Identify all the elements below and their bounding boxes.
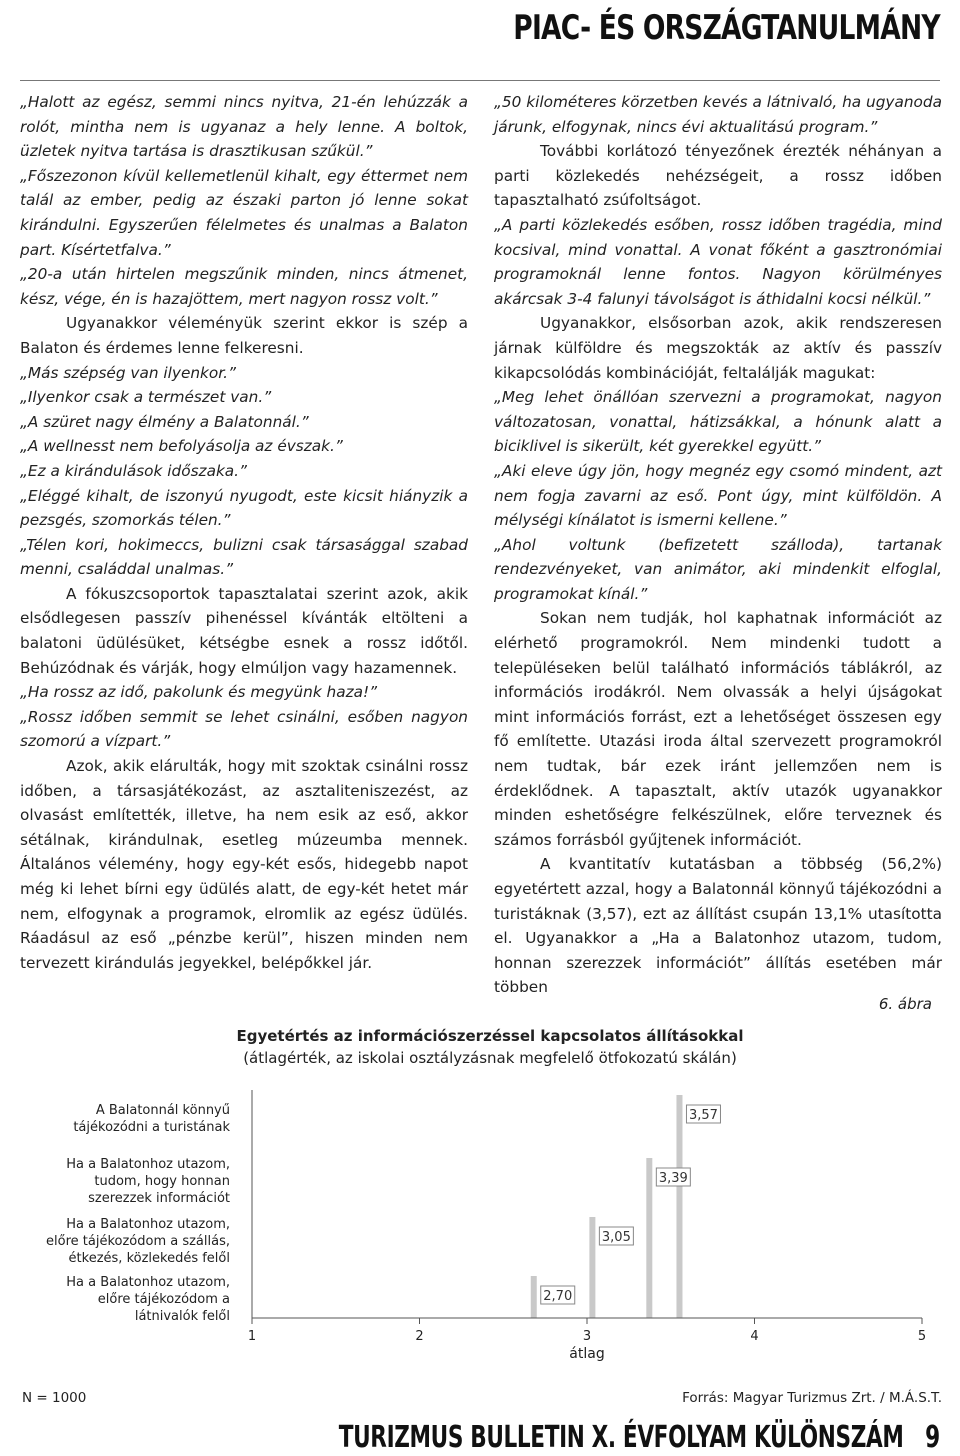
x-tick-label: 5 — [917, 1329, 927, 1344]
body-paragraph: Sokan nem tudják, hol kaphatnak információt az elérhető programokról. Nem mindenki tudott a településeken belül található információs táblákról, az információs irodákról. Nem olvassák a helyi újságokat mint információs forrást, ezt a lehetőséget összesen egy fő említette. Utazási iroda által szervezett programokról nem tudtak, bár ezek iránt jellemzően nem is érdeklődnek. A tapasztalt, aktív utazók ugyanakkor minden eshetőségre felkészülnek, előre terveznek és számos forrásból gyűjtenek információt. — [494, 609, 942, 849]
category-label: A Balatonnál könnyű — [95, 1103, 230, 1118]
figure-number: 6. ábra — [878, 995, 932, 1013]
quote-paragraph: „Meg lehet önállóan szervezni a programokat, nagyon változatosan, vonattal, hátizsákkal, a hónunk alatt a biciklivel is sikerült, két gyerekkel együtt.” — [494, 388, 942, 456]
quote-paragraph: „Rossz időben semmit se lehet csinálni, esőben nagyon szomorú a vízpart.” — [20, 707, 468, 751]
right-column — [494, 90, 942, 1000]
category-label: Ha a Balatonhoz utazom, — [66, 1217, 230, 1232]
value-label: 3,39 — [658, 1171, 688, 1186]
quote-paragraph: „Télen kori, hokimeccs, bulizni csak társasággal szabad menni, családdal unalmas.” — [20, 535, 468, 579]
quote-paragraph: „Halott az egész, semmi nincs nyitva, 21-én lehúzzák a rolót, mintha nem is ugyanaz a hely lenne. A boltok, üzletek nyitva tartása is drasztikusan szűkül.” — [20, 93, 468, 161]
body-paragraph: A kvantitatív kutatásban a többség (56,2%) egyetértett azzal, hogy a Balatonnál könnyű tájékozódni a turistáknak (3,57), ezt az állítást csupán 13,1% utasította el. Ugyanakkor a „Ha a Balatonhoz utazom, tudom, honnan szerezzek információt” állítás esetében már többen — [494, 855, 942, 997]
x-tick-label: 4 — [750, 1329, 759, 1344]
journal-name: TURIZMUS BULLETIN X. ÉVFOLYAM KÜLÖNSZÁM — [338, 1420, 904, 1455]
page-footer — [339, 1420, 940, 1455]
quote-paragraph: „50 kilométeres körzetben kevés a látnivaló, ha ugyanoda járunk, elfogynak, nincs évi aktualitású program.” — [494, 93, 942, 136]
x-tick-label: 3 — [582, 1329, 592, 1344]
category-label: látnivalók felől — [134, 1309, 230, 1324]
category-label: Ha a Balatonhoz utazom, — [66, 1275, 230, 1290]
quote-paragraph: „Ez a kirándulások időszaka.” — [20, 461, 247, 480]
figure-source: Forrás: Magyar Turizmus Zrt. / M.Á.S.T. — [682, 1390, 942, 1406]
category-label: tudom, hogy honnan — [94, 1174, 230, 1189]
quote-paragraph: „Eléggé kihalt, de iszonyú nyugodt, este kicsit hiányzik a pezsgés, szomorkás télen.” — [20, 486, 468, 530]
value-label: 2,70 — [543, 1289, 573, 1304]
quote-paragraph: „A wellnesst nem befolyásolja az évszak.” — [20, 437, 343, 456]
bar — [646, 1158, 652, 1318]
bar-chart — [0, 1090, 960, 1380]
value-label: 3,57 — [688, 1108, 718, 1123]
bar — [676, 1095, 682, 1318]
category-label: Ha a Balatonhoz utazom, — [66, 1157, 230, 1172]
quote-paragraph: „A szüret nagy élmény a Balatonnál.” — [20, 412, 309, 431]
figure-title: Egyetértés az információszerzéssel kapcsolatos állításokkal — [236, 1027, 744, 1045]
category-label: tájékozódni a turistának — [73, 1120, 230, 1135]
quote-paragraph: „20-a után hirtelen megszűnik minden, nincs átmenet, kész, vége, én is hazajöttem, mert nagyon rossz volt.” — [20, 265, 468, 308]
body-paragraph: Ugyanakkor véleményük szerint ekkor is szép a Balaton és érdemes lenne felkeresni. — [20, 314, 468, 357]
category-label: szerezzek információt — [88, 1191, 230, 1206]
body-paragraph: További korlátozó tényezőnek érezték néhányan a parti közlekedés nehézségeit, a rossz időben tapasztalható zsúfoltságot. — [494, 142, 942, 210]
quote-paragraph: „Ahol voltunk (befizetett szálloda), tartanak rendezvényeket, van animátor, aki mindenkit elfoglal, programokat kínál.” — [494, 535, 942, 603]
x-tick-label: 1 — [247, 1329, 257, 1344]
figure-caption — [160, 1025, 820, 1069]
left-column — [20, 90, 468, 975]
body-paragraph: A fókuszcsoportok tapasztalatai szerint azok, akik elsődlegesen passzív pihenéssel kívánták eltölteni a balatoni üdülésüket, kétségbe esnek a rossz időtől. Behúzódnak és várják, hogy elmúljon vagy hazamennek. — [20, 584, 468, 677]
bar — [589, 1217, 595, 1318]
header-rule — [20, 80, 940, 81]
quote-paragraph: „A parti közlekedés esőben, rossz időben tragédia, mind kocsival, mind vonattal. A vonat főként a gasztronómiai programoknál lenne fontos. Nagyon körülményes akárcsak 3-4 falunyi távolságot is áthidalni kocsi nélkül.” — [494, 215, 942, 308]
section-title: PIAC- ÉS ORSZÁGTANULMÁNY — [513, 8, 940, 48]
page-number: 9 — [925, 1420, 940, 1455]
quote-paragraph: „Főszezonon kívül kellemetlenül kihalt, egy éttermet nem talál az ember, pedig az északi parton jó lenne sokat kirándulni. Egyszerűen félelmetes és unalmas a Balaton part. Kísértetfalva.” — [20, 166, 468, 259]
category-label: előre tájékozódom a — [97, 1292, 230, 1307]
x-tick-label: 2 — [415, 1329, 424, 1344]
category-label: étkezés, közlekedés felől — [68, 1251, 230, 1266]
sample-size: N = 1000 — [22, 1390, 87, 1406]
quote-paragraph: „Ilyenkor csak a természet van.” — [20, 388, 272, 407]
quote-paragraph: „Ha rossz az idő, pakolunk és megyünk haza!” — [20, 683, 378, 702]
body-paragraph: Ugyanakkor, elsősorban azok, akik rendszeresen járnak külföldre és megszokták az aktív és passzív kikapcsolódás kombinációját, feltalálják magukat: — [494, 314, 942, 382]
x-axis-label: átlag — [569, 1346, 605, 1362]
figure-subtitle: (átlagérték, az iskolai osztályzásnak megfelelő ötfokozatú skálán) — [243, 1049, 737, 1067]
value-label: 3,05 — [601, 1230, 631, 1245]
category-label: előre tájékozódom a szállás, — [46, 1234, 230, 1249]
quote-paragraph: „Aki eleve úgy jön, hogy megnéz egy csomó mindent, azt nem fogja zavarni az eső. Pont úgy, mint külföldön. A mélységi kínálatot is ismerni kellene.” — [494, 461, 942, 530]
body-paragraph: Azok, akik elárulták, hogy mit szoktak csinálni rossz időben, a társasjátékozást, az asztaliteniszezést, az olvasást említették, illetve, ha nem esik az eső, akkor sétálnak, kirándulnak, esetleg múzeumba mennek. Általános vélemény, hogy egy-két esős, hidegebb napot még ki lehet bírni egy üdülés alatt, de egy-két hetet már nem, elfogynak a programok, elromlik az egész üdülés. Ráadásul az eső „pénzbe kerül”, hiszen minden nem tervezett kirándulás jegyekkel, belépőkkel jár. — [20, 757, 468, 972]
bar — [531, 1276, 537, 1318]
quote-paragraph: „Más szépség van ilyenkor.” — [20, 363, 236, 382]
